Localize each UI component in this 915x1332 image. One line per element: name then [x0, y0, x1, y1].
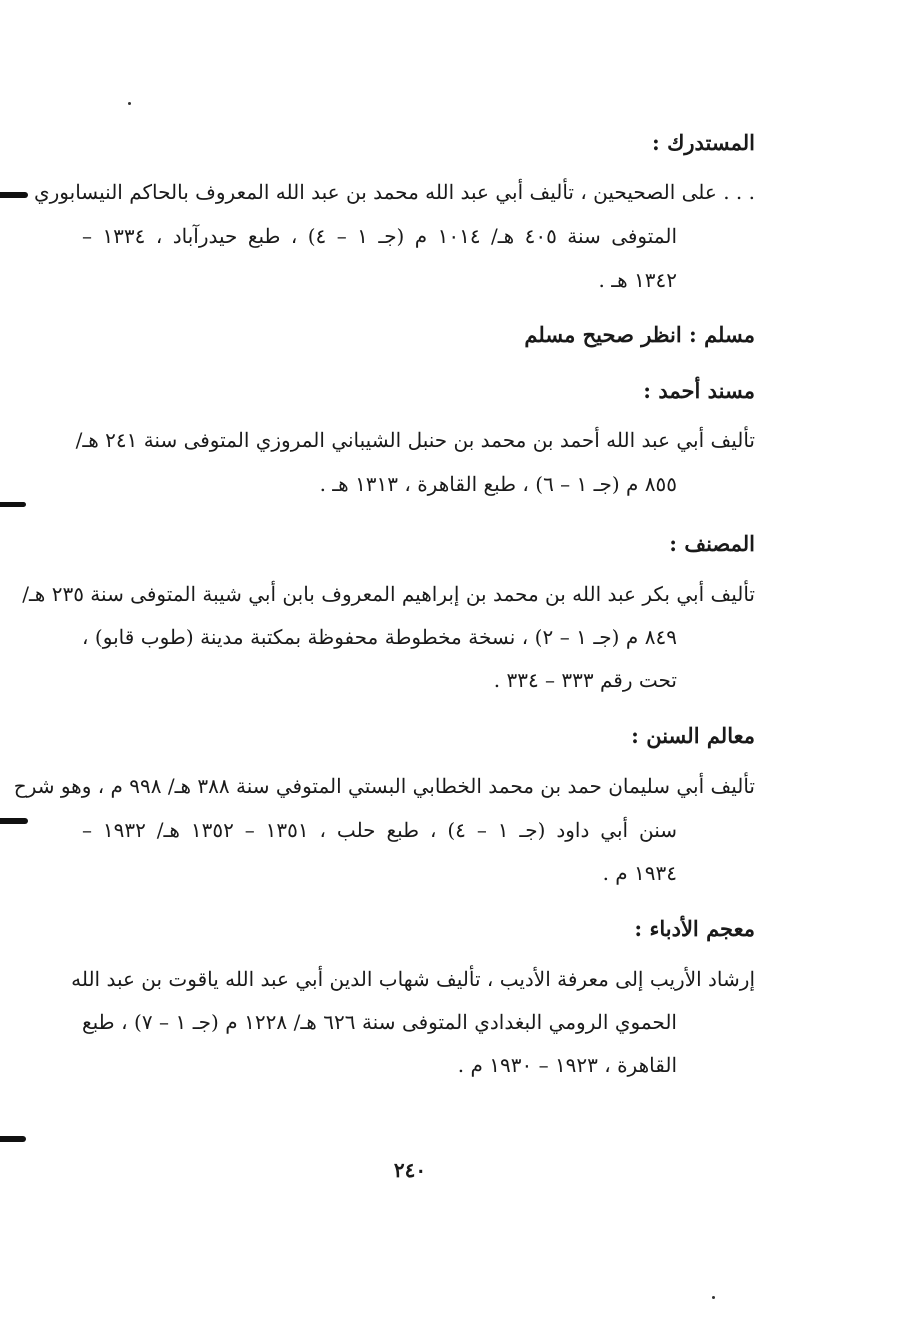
entry-line: ٨٥٥ م (جـ ١ – ٦) ، طبع القاهرة ، ١٣١٣ هـ .	[319, 472, 677, 496]
entry-line: تحت رقم ٣٣٣ – ٣٣٤ .	[493, 668, 677, 692]
entry-line: . . . على الصحيحين ، تأليف أبي عبد الله محمد بن عبد الله المعروف بالحاكم النيسابوري	[33, 180, 755, 204]
margin-mark	[0, 1136, 26, 1142]
entry-line: ١٩٣٤ م .	[602, 861, 677, 885]
margin-mark	[0, 818, 28, 824]
entry-line: تأليف أبي بكر عبد الله بن محمد بن إبراهيم المعروف بابن أبي شيبة المتوفى سنة ٢٣٥ هـ/	[22, 582, 755, 606]
scan-speck	[712, 1296, 715, 1299]
entry-title-maalim-al-sunan: معالم السنن :	[631, 723, 755, 748]
margin-mark	[0, 502, 26, 507]
entry-title-mustadrak: المستدرك :	[652, 130, 755, 155]
margin-mark	[0, 192, 28, 198]
entry-line: الحموي الرومي البغدادي المتوفى سنة ٦٢٦ هـ/ ١٢٢٨ م (جـ ١ – ٧) ، طبع	[82, 1010, 677, 1034]
page-number: ٢٤٠	[393, 1158, 427, 1182]
entry-title-musannaf: المصنف :	[669, 531, 755, 556]
entry-line: ١٣٤٢ هـ .	[598, 268, 677, 292]
entry-line: سنن أبي داود (جـ ١ – ٤) ، طبع حلب ، ١٣٥١ – ١٣٥٢ هـ/ ١٩٣٢ –	[82, 818, 678, 842]
scan-speck	[128, 102, 131, 105]
entry-line: المتوفى سنة ٤٠٥ هـ/ ١٠١٤ م (جـ ١ – ٤) ، طبع حيدرآباد ، ١٣٣٤ –	[82, 224, 678, 248]
entry-line: القاهرة ، ١٩٢٣ – ١٩٣٠ م .	[457, 1053, 677, 1077]
entry-title-muslim: مسلم : انظر صحيح مسلم	[524, 322, 755, 347]
entry-line: إرشاد الأريب إلى معرفة الأديب ، تأليف شهاب الدين أبي عبد الله ياقوت بن عبد الله	[71, 967, 755, 991]
entry-title-mujam-al-udaba: معجم الأدباء :	[634, 916, 755, 941]
entry-title-musnad-ahmad: مسند أحمد :	[643, 378, 755, 403]
entry-line: تأليف أبي عبد الله أحمد بن محمد بن حنبل الشيباني المروزي المتوفى سنة ٢٤١ هـ/	[75, 428, 755, 452]
entry-line: ٨٤٩ م (جـ ١ – ٢) ، نسخة مخطوطة محفوظة بمكتبة مدينة (طوب قابو) ،	[82, 625, 677, 649]
entry-line: تأليف أبي سليمان حمد بن محمد الخطابي البستي المتوفي سنة ٣٨٨ هـ/ ٩٩٨ م ، وهو شرح	[13, 774, 755, 798]
